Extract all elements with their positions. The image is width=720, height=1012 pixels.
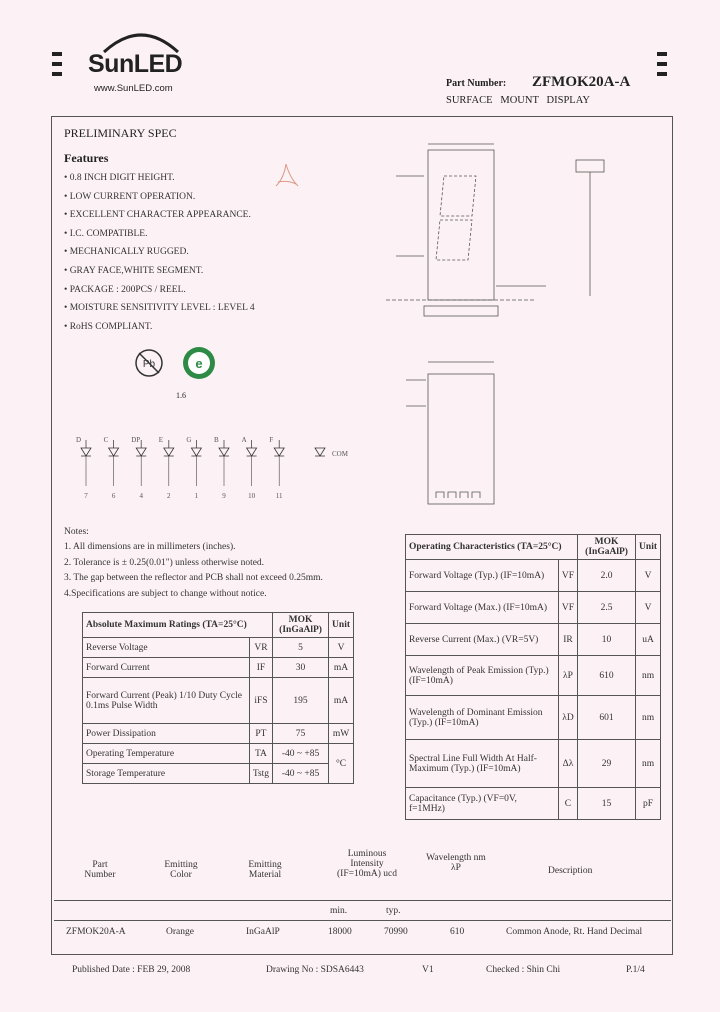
pt-header-part: Part Number — [84, 860, 116, 880]
cell-sym: VF — [558, 560, 577, 592]
abs-max-table — [82, 612, 354, 784]
table-row — [406, 788, 661, 820]
cell-sym: λP — [558, 656, 577, 696]
pin-label-bottom: 1 — [194, 492, 199, 500]
cell-val: 15 — [578, 788, 636, 820]
table-row — [406, 560, 661, 592]
table-row — [406, 624, 661, 656]
table-row — [406, 656, 661, 696]
pin-label-bottom: 9 — [222, 492, 226, 500]
cell-param: Capacitance (Typ.) (VF=0V, f=1MHz) — [406, 788, 559, 820]
note-item: 4.Specifications are subject to change without notice. — [64, 589, 267, 599]
spec-title: PRELIMINARY SPEC — [64, 126, 177, 140]
cell-param: Reverse Current (Max.) (VR=5V) — [406, 624, 559, 656]
cell-param: Forward Voltage (Typ.) (IF=10mA) — [406, 560, 559, 592]
cell-sym: C — [558, 788, 577, 820]
op-char-header-param: Operating Characteristics (TA=25°C) — [406, 535, 578, 560]
table-row — [83, 744, 354, 764]
op-char-header-mok: MOK (InGaAlP) — [578, 535, 636, 560]
pt-divider-2 — [54, 920, 671, 921]
abs-max-header-mok: MOK (InGaAlP) — [273, 613, 329, 638]
cell-param: Spectral Line Full Width At Half-Maximum (Typ.) (IF=10mA) — [406, 740, 559, 788]
cell-sym: VR — [249, 638, 272, 658]
pin-label-top: G — [186, 436, 192, 444]
footer-drawing: Drawing No : SDSA6443 — [266, 965, 364, 975]
red-mark-icon — [272, 160, 302, 192]
cell-param: Reverse Voltage — [83, 638, 250, 658]
note-item: 1. All dimensions are in millimeters (inches). — [64, 542, 236, 552]
cell-sym: TA — [249, 744, 272, 764]
pt-row-color: Orange — [166, 927, 194, 937]
pin-label-top: C — [103, 436, 109, 444]
cell-val: 75 — [273, 724, 329, 744]
right-bar-1 — [657, 52, 667, 56]
cell-sym: Tstg — [249, 764, 272, 784]
diode-icon — [81, 448, 91, 456]
cell-param: Wavelength of Dominant Emission (Typ.) (IF=10mA) — [406, 696, 559, 740]
cell-param: Storage Temperature — [83, 764, 250, 784]
footer-published: Published Date : FEB 29, 2008 — [72, 965, 191, 975]
right-bar-2 — [657, 62, 667, 66]
cell-param: Power Dissipation — [83, 724, 250, 744]
cell-sym: VF — [558, 592, 577, 624]
com-label: COM — [332, 450, 348, 458]
dimension-drawing — [376, 136, 666, 510]
cell-unit: pF — [636, 788, 661, 820]
cell-val: 2.5 — [578, 592, 636, 624]
cell-val: 2.0 — [578, 560, 636, 592]
logo: SunLED — [88, 50, 183, 78]
diode-icon — [219, 448, 229, 456]
pin-label-top: F — [269, 436, 274, 444]
cell-unit: mA — [329, 658, 354, 678]
table-row — [83, 638, 354, 658]
pin-label-bottom: 2 — [167, 492, 171, 500]
cell-param: Forward Current — [83, 658, 250, 678]
footer-checked: Checked : Shin Chi — [486, 965, 561, 975]
pt-row-min: 18000 — [328, 927, 352, 937]
cell-val: 601 — [578, 696, 636, 740]
pb-free-icon — [134, 348, 164, 378]
feature-item: • MOISTURE SENSITIVITY LEVEL : LEVEL 4 — [64, 303, 255, 314]
cell-val: 5 — [273, 638, 329, 658]
feature-item: • EXCELLENT CHARACTER APPEARANCE. — [64, 210, 251, 221]
feature-item: • PACKAGE : 200PCS / REEL. — [64, 284, 186, 295]
pin-label-bottom: 7 — [84, 492, 88, 500]
cell-unit: °C — [329, 744, 354, 784]
cell-unit: mW — [329, 724, 354, 744]
table-row — [406, 696, 661, 740]
footer-page: P.1/4 — [626, 965, 645, 975]
cell-val: -40 ~ +85 — [273, 744, 329, 764]
features-title: Features — [64, 151, 109, 165]
cell-unit: nm — [636, 696, 661, 740]
pin-label-top: DP — [131, 436, 141, 444]
circuit-diagram — [72, 430, 372, 502]
table-row — [83, 764, 354, 784]
cell-unit: nm — [636, 740, 661, 788]
feature-item: • 0.8 INCH DIGIT HEIGHT. — [64, 173, 175, 183]
pt-header-min: min. — [330, 906, 348, 916]
pb-text: Pb — [142, 359, 156, 370]
cell-val: 30 — [273, 658, 329, 678]
cell-val: 195 — [273, 678, 329, 724]
pt-row-material: InGaAlP — [246, 927, 280, 937]
pin-label-top: E — [158, 436, 164, 444]
feature-item: • I.C. COMPATIBLE. — [64, 228, 148, 239]
feature-item: • RoHS COMPLIANT. — [64, 321, 153, 332]
left-bar-2 — [52, 62, 62, 66]
feature-item: • MECHANICALLY RUGGED. — [64, 247, 189, 258]
op-char-header-unit: Unit — [636, 535, 661, 560]
part-number-label: Part Number: — [446, 78, 507, 89]
diode-icon — [247, 448, 257, 456]
table-row — [406, 592, 661, 624]
table-row — [83, 658, 354, 678]
pin-label-bottom: 11 — [275, 492, 283, 500]
table-row — [83, 678, 354, 724]
cell-val: -40 ~ +85 — [273, 764, 329, 784]
cell-param: Forward Current (Peak) 1/10 Duty Cycle 0.1ms Pulse Width — [83, 678, 250, 724]
cell-unit: V — [636, 560, 661, 592]
footer-version: V1 — [422, 965, 434, 975]
cell-unit: mA — [329, 678, 354, 724]
cell-sym: PT — [249, 724, 272, 744]
pin-label-top: A — [241, 436, 247, 444]
part-number: ZFMOK20A-A — [532, 74, 631, 90]
note-item: 3. The gap between the reflector and PCB shall not exceed 0.25mm. — [64, 573, 323, 583]
op-char-body — [406, 560, 661, 820]
pt-header-color: Emitting Color — [164, 860, 198, 880]
diode-icon — [109, 448, 119, 456]
pin-label-top: B — [214, 436, 219, 444]
cell-param: Wavelength of Peak Emission (Typ.) (IF=10mA) — [406, 656, 559, 696]
pt-header-typ: typ. — [386, 906, 401, 916]
pt-row-wavelength: 610 — [450, 927, 465, 937]
pin-label-bottom: 6 — [111, 492, 116, 500]
table-row — [83, 724, 354, 744]
pt-header-intensity: Luminous Intensity (IF=10mA) ucd — [337, 849, 397, 879]
diode-icon — [191, 448, 201, 456]
diode-icon — [164, 448, 174, 456]
cell-sym: λD — [558, 696, 577, 740]
cell-unit: V — [329, 638, 354, 658]
pt-header-description: Description — [548, 866, 593, 876]
badge-label: 1.6 — [176, 391, 186, 400]
cell-unit: V — [636, 592, 661, 624]
cell-val: 10 — [578, 624, 636, 656]
pt-header-material: Emitting Material — [248, 860, 282, 880]
svg-text:e: e — [195, 356, 203, 371]
pt-row-description: Common Anode, Rt. Hand Decimal — [506, 927, 643, 937]
abs-max-body — [83, 638, 354, 784]
cell-val: 29 — [578, 740, 636, 788]
pt-row-typ: 70990 — [384, 927, 408, 937]
feature-item: • GRAY FACE,WHITE SEGMENT. — [64, 266, 204, 276]
cell-param: Forward Voltage (Max.) (IF=10mA) — [406, 592, 559, 624]
cell-sym: IR — [558, 624, 577, 656]
rohs-eco-icon — [182, 346, 216, 380]
cell-unit: nm — [636, 656, 661, 696]
cell-sym: IF — [249, 658, 272, 678]
cell-unit: uA — [636, 624, 661, 656]
right-bar-3 — [657, 72, 667, 76]
com-diode-icon — [315, 448, 325, 456]
diode-icon — [274, 448, 284, 456]
product-type: SURFACE MOUNT DISPLAY — [446, 95, 590, 106]
cell-sym: iFS — [249, 678, 272, 724]
note-item: 2. Tolerance is ± 0.25(0.01") unless otherwise noted. — [64, 558, 265, 568]
cell-val: 610 — [578, 656, 636, 696]
pt-row-part: ZFMOK20A-A — [66, 927, 126, 937]
feature-item: • LOW CURRENT OPERATION. — [64, 191, 196, 202]
table-row — [406, 740, 661, 788]
left-bar-1 — [52, 52, 62, 56]
cell-sym: Δλ — [558, 740, 577, 788]
diode-icon — [136, 448, 146, 456]
abs-max-header-param: Absolute Maximum Ratings (TA=25°C) — [83, 613, 273, 638]
pin-label-top: D — [76, 436, 82, 444]
cell-param: Operating Temperature — [83, 744, 250, 764]
left-bar-3 — [52, 72, 62, 76]
pt-header-wavelength: Wavelength nm λP — [426, 853, 486, 873]
notes-title: Notes: — [64, 527, 89, 537]
website-url[interactable]: www.SunLED.com — [94, 83, 173, 94]
pin-label-bottom: 4 — [139, 492, 143, 500]
pt-divider-1 — [54, 900, 671, 901]
op-char-table — [405, 534, 661, 820]
pin-label-bottom: 10 — [248, 492, 256, 500]
abs-max-header-unit: Unit — [329, 613, 354, 638]
